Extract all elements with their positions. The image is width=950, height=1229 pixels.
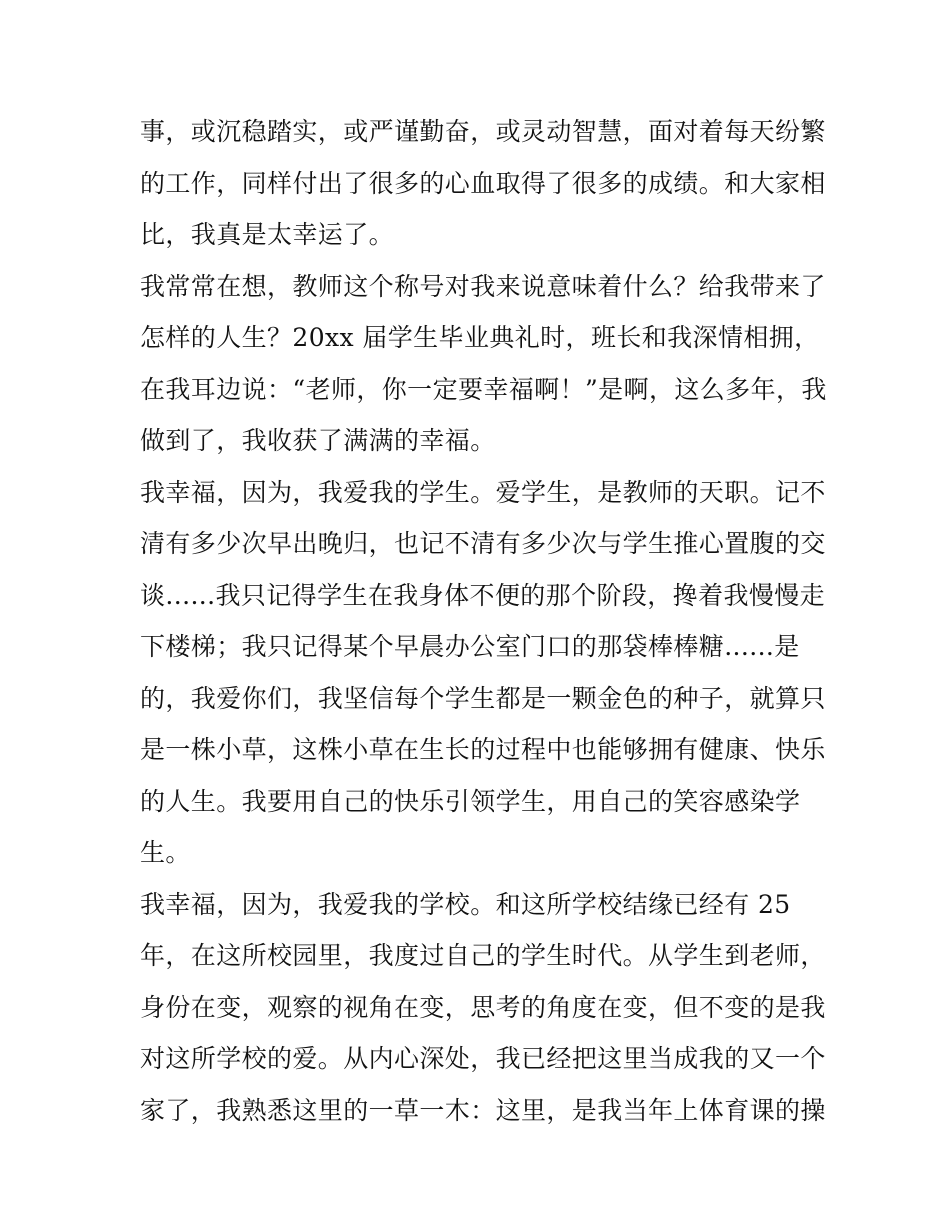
text-line: 对这所学校的爱。从内心深处，我已经把这里当成我的又一个 <box>140 1044 826 1073</box>
text-line: 做到了，我收获了满满的幸福。 <box>140 426 496 455</box>
text-line: 年，在这所校园里，我度过自己的学生时代。从学生到老师， <box>140 941 826 970</box>
text-line: 清有多少次早出晚归，也记不清有多少次与学生推心置腹的交 <box>140 529 826 558</box>
text-line: 谈......我只记得学生在我身体不便的那个阶段，搀着我慢慢走 <box>140 580 826 610</box>
text-line: 事，或沉稳踏实，或严谨勤奋，或灵动智慧，面对着每天纷繁 <box>140 117 826 146</box>
text-line: 的人生。我要用自己的快乐引领学生，用自己的笑容感染学 <box>140 786 801 816</box>
text-line: 的，我爱你们，我坚信每个学生都是一颗金色的种子，就算只 <box>140 683 826 713</box>
text-line: 的工作，同样付出了很多的心血取得了很多的成绩。和大家相 <box>140 168 826 198</box>
text-line: 我常常在想，教师这个称号对我来说意味着什么？给我带来了 <box>140 271 826 301</box>
text-line: 下楼梯；我只记得某个早晨办公室门口的那袋棒棒糖......是 <box>140 632 800 661</box>
text-line: 我幸福，因为，我爱我的学校。和这所学校结缘已经有 25 <box>140 889 791 919</box>
text-line: 比，我真是太幸运了。 <box>140 220 395 249</box>
text-line: 在我耳边说：“老师，你一定要幸福啊！”是啊，这么多年，我 <box>140 374 827 404</box>
body-text <box>140 106 827 1136</box>
text-line: 家了，我熟悉这里的一草一木：这里，是我当年上体育课的操 <box>140 1095 826 1125</box>
text-line: 身份在变，观察的视角在变，思考的角度在变，但不变的是我 <box>140 992 826 1022</box>
text-line: 是一株小草，这株小草在生长的过程中也能够拥有健康、快乐 <box>140 735 826 764</box>
text-line: 生。 <box>140 838 191 867</box>
text-line: 我幸福，因为，我爱我的学生。爱学生，是教师的天职。记不 <box>140 477 826 507</box>
text-line: 怎样的人生？20xx 届学生毕业典礼时，班长和我深情相拥， <box>140 323 820 352</box>
